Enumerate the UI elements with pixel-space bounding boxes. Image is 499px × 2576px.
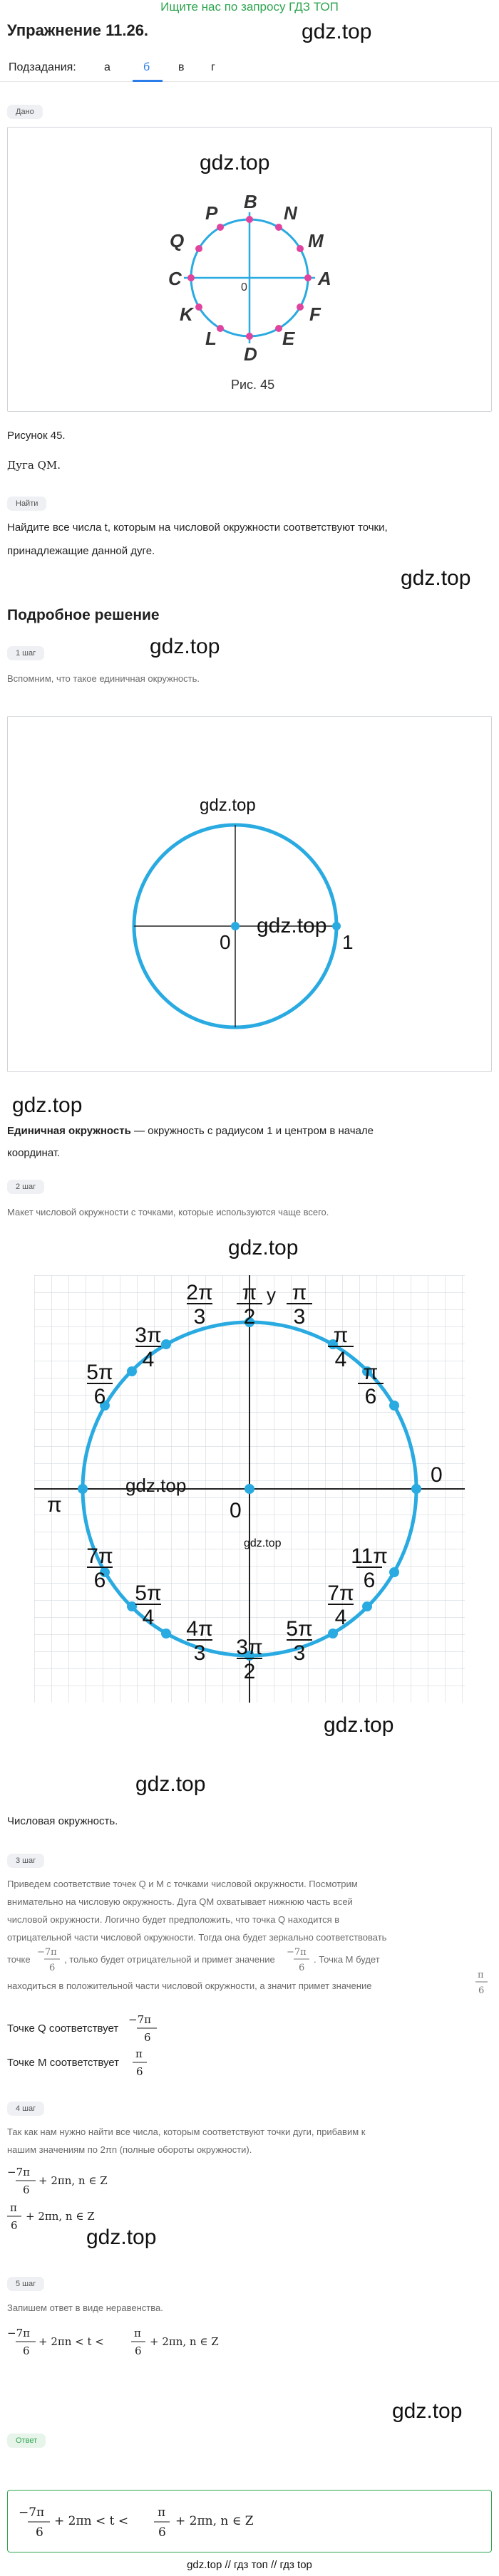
- footer-link-1[interactable]: gdz.top: [187, 2559, 222, 2571]
- svg-text:6: 6: [299, 1963, 305, 1973]
- step3-line5a: точке: [7, 1954, 31, 1965]
- svg-text:π: π: [10, 2201, 17, 2214]
- angle-label-numerator: 5π: [286, 1617, 313, 1641]
- one-label: 1: [342, 931, 354, 953]
- point-label: K: [180, 303, 193, 325]
- step5-text: Запишем ответ в виде неравенства.: [7, 2302, 163, 2313]
- point-label: E: [282, 328, 295, 349]
- tab-subtask-b[interactable]: б: [143, 61, 150, 73]
- fraction-pi-6: [473, 1966, 495, 1998]
- definition-rest: — окружность с радиусом 1 и центром в начале: [130, 1125, 374, 1137]
- watermark: gdz.top: [150, 635, 220, 658]
- figure-caption: Рис. 45: [231, 378, 275, 392]
- angle-label-denominator: 2: [243, 1305, 256, 1329]
- svg-text:6: 6: [136, 2065, 143, 2078]
- step4-chip: 4 шаг: [7, 2102, 44, 2116]
- angle-label-denominator: 3: [293, 1305, 306, 1329]
- fraction-neg-7pi-6: [287, 1943, 312, 1975]
- watermark: gdz.top: [200, 151, 270, 175]
- fraction-neg-7pi-6: [7, 2163, 40, 2198]
- definition-term: Единичная окружность: [7, 1125, 131, 1137]
- footer-sep: //: [225, 2559, 231, 2571]
- watermark: gdz.top: [228, 1236, 299, 1260]
- q-correspondence: Точке Q соответствует: [7, 2022, 119, 2035]
- svg-text:π: π: [134, 2327, 141, 2339]
- pi-label: π: [47, 1493, 62, 1517]
- angle-label-denominator: 6: [93, 1385, 106, 1408]
- step1-text: Вспомним, что такое единичная окружность.: [7, 673, 200, 684]
- step4-line2: нашим значениям по 2πn (полные обороты окружности).: [7, 2144, 252, 2155]
- step3-line3: числовой окружности. Логично будет предположить, что точка Q находится в: [7, 1914, 340, 1925]
- axis-y-label: y: [267, 1284, 276, 1305]
- step4-line1: Так как нам нужно найти все числа, которым соответствуют точки дуги, прибавим к: [7, 2126, 366, 2137]
- angle-label-numerator: 7π: [86, 1544, 113, 1568]
- watermark: gdz.top: [401, 566, 471, 590]
- origin-label: 0: [220, 931, 231, 953]
- svg-text:−7π: −7π: [37, 1947, 57, 1958]
- svg-text:6: 6: [23, 2344, 30, 2357]
- svg-text:π: π: [478, 1970, 484, 1980]
- figure-reference: Рисунок 45.: [7, 430, 66, 442]
- angle-label-numerator: 2π: [186, 1281, 213, 1304]
- step5-chip: 5 шаг: [7, 2277, 44, 2291]
- svg-text:−7π: −7π: [128, 2013, 151, 2026]
- origin-label: 0: [230, 1499, 242, 1522]
- step2-text: Макет числовой окружности с точками, которые используются чаще всего.: [7, 1207, 329, 1217]
- step5-ineq-left: + 2πn < t <: [38, 2335, 104, 2348]
- point-label: F: [309, 303, 321, 325]
- point-label: C: [168, 268, 182, 289]
- step3-line1: Приведем соответствие точек Q и M с точками числовой окружности. Посмотрим: [7, 1879, 358, 1889]
- unit-circle-definition: [7, 1121, 374, 1141]
- angle-label-numerator: 3π: [236, 1636, 263, 1659]
- solution-title: Подробное решение: [7, 607, 160, 623]
- footer-link-3[interactable]: гдз top: [279, 2559, 312, 2571]
- step3-line6: находиться в положительной части числовой окружности, а значит примет значение: [7, 1980, 372, 1991]
- angle-label-numerator: π: [242, 1281, 257, 1304]
- watermark: gdz.top: [12, 1094, 83, 1117]
- step3-line4: отрицательной части числовой окружности. Тогда она будет зеркально соответствовать: [7, 1932, 387, 1943]
- search-hint-link[interactable]: Ищите нас по запросу ГДЗ ТОП: [160, 0, 339, 14]
- zero-angle-label: 0: [431, 1463, 443, 1487]
- svg-text:π: π: [135, 2047, 143, 2060]
- svg-text:6: 6: [11, 2219, 18, 2232]
- angle-label-denominator: 4: [142, 1606, 155, 1629]
- page-title: Упражнение 11.26.: [7, 21, 149, 39]
- watermark: gdz.top: [324, 1713, 394, 1737]
- svg-text:−7π: −7π: [7, 2327, 30, 2339]
- subtasks-label: Подзадания:: [9, 61, 76, 73]
- active-tab-indicator: [133, 80, 163, 82]
- center-label: 0: [241, 281, 247, 294]
- angle-label-denominator: 4: [334, 1348, 347, 1371]
- point-label: P: [205, 202, 218, 224]
- given-chip: Дано: [7, 105, 43, 119]
- footer-sep: //: [270, 2559, 277, 2571]
- point-label: Q: [170, 230, 185, 251]
- angle-label-denominator: 3: [193, 1305, 206, 1329]
- point-label: A: [318, 268, 331, 289]
- watermark: gdz.top: [257, 914, 327, 938]
- svg-text:6: 6: [144, 2031, 151, 2044]
- angle-label-numerator: 11π: [351, 1544, 388, 1568]
- angle-label-numerator: 5π: [86, 1361, 113, 1384]
- watermark: gdz.top: [125, 1475, 187, 1496]
- angle-label-denominator: 3: [193, 1641, 206, 1665]
- angle-label-denominator: 2: [243, 1660, 256, 1683]
- fraction-neg-7pi-6: [37, 1943, 63, 1975]
- watermark: gdz.top: [86, 2226, 157, 2249]
- svg-text:6: 6: [135, 2344, 142, 2357]
- step4-expr2: + 2πn, n ∈ Z: [26, 2210, 95, 2223]
- svg-text:6: 6: [23, 2183, 30, 2196]
- tab-subtask-g[interactable]: г: [211, 61, 215, 73]
- step3-line5b: , только будет отрицательной и примет значение: [64, 1954, 275, 1965]
- find-chip: Найти: [7, 497, 46, 511]
- tab-subtask-v[interactable]: в: [178, 61, 185, 73]
- point-label: D: [244, 343, 257, 365]
- watermark: gdz.top: [200, 796, 256, 815]
- point-label: N: [284, 202, 297, 224]
- footer-links: [0, 2559, 499, 2571]
- answer-ineq-left: + 2πn < t <: [54, 2514, 129, 2528]
- step3-chip: 3 шаг: [7, 1854, 44, 1868]
- tabs-divider: [0, 81, 499, 82]
- point-label: L: [205, 328, 217, 349]
- number-circle-caption: Числовая окружность.: [7, 1815, 118, 1827]
- point-label: M: [308, 230, 324, 251]
- step1-chip: 1 шаг: [7, 646, 44, 660]
- angle-label-denominator: 4: [334, 1606, 347, 1629]
- svg-text:6: 6: [158, 2525, 166, 2540]
- angle-label-numerator: 3π: [135, 1324, 162, 1347]
- answer-ineq-right: + 2πn, n ∈ Z: [175, 2514, 254, 2528]
- fraction-neg-7pi-6: [7, 2324, 40, 2359]
- angle-label-numerator: π: [292, 1281, 307, 1304]
- fraction-neg-7pi-6: [19, 2502, 54, 2542]
- svg-text:−7π: −7π: [7, 2166, 30, 2178]
- footer-link-2[interactable]: гдз топ: [234, 2559, 268, 2571]
- find-text-line2: принадлежащие данной дуге.: [7, 545, 155, 557]
- angle-label-numerator: π: [333, 1324, 349, 1347]
- fraction-pi-6: [154, 2502, 178, 2542]
- answer-chip: Ответ: [7, 2434, 46, 2448]
- watermark: gdz.top: [244, 1537, 282, 1549]
- watermark: gdz.top: [302, 20, 372, 43]
- arc-statement: Дуга QM.: [7, 459, 61, 472]
- definition-continuation: координат.: [7, 1147, 61, 1159]
- svg-text:π: π: [158, 2505, 166, 2520]
- step5-ineq-right: + 2πn, n ∈ Z: [150, 2335, 219, 2348]
- step3-line2: внимательно на числовую окружность. Дуга QM охватывает нижнюю часть всей: [7, 1896, 353, 1907]
- step2-chip: 2 шаг: [7, 1180, 44, 1194]
- number-circle-figure: [34, 1275, 465, 1703]
- watermark: gdz.top: [135, 1772, 206, 1796]
- angle-label-denominator: 6: [93, 1569, 106, 1592]
- angle-label-denominator: 4: [142, 1348, 155, 1371]
- angle-label-denominator: 3: [293, 1641, 306, 1665]
- svg-text:−7π: −7π: [287, 1947, 307, 1958]
- step3-line5c: . Точка M будет: [314, 1954, 380, 1965]
- watermark: gdz.top: [392, 2399, 463, 2423]
- unit-circle-figure: [128, 816, 371, 1037]
- fraction-neg-7pi-6: [128, 2010, 161, 2046]
- angle-label-numerator: π: [363, 1361, 379, 1384]
- svg-text:−7π: −7π: [19, 2505, 45, 2520]
- find-text-line1: Найдите все числа t, которым на числовой окружности соответствуют точки,: [7, 521, 388, 534]
- point-label: B: [244, 191, 257, 212]
- angle-label-denominator: 6: [363, 1569, 376, 1592]
- angle-label-denominator: 6: [364, 1385, 377, 1408]
- step4-expr1: + 2πn, n ∈ Z: [38, 2174, 108, 2187]
- figure-45-circle: [143, 178, 356, 399]
- angle-label-numerator: 7π: [327, 1582, 354, 1605]
- tab-subtask-a[interactable]: а: [104, 61, 110, 73]
- svg-text:6: 6: [49, 1963, 56, 1973]
- fraction-pi-6: [130, 2045, 151, 2080]
- m-correspondence: Точке M соответствует: [7, 2057, 120, 2069]
- angle-label-numerator: 5π: [135, 1582, 162, 1605]
- svg-text:6: 6: [478, 1985, 485, 1996]
- svg-text:6: 6: [36, 2525, 43, 2540]
- angle-label-numerator: 4π: [186, 1617, 213, 1641]
